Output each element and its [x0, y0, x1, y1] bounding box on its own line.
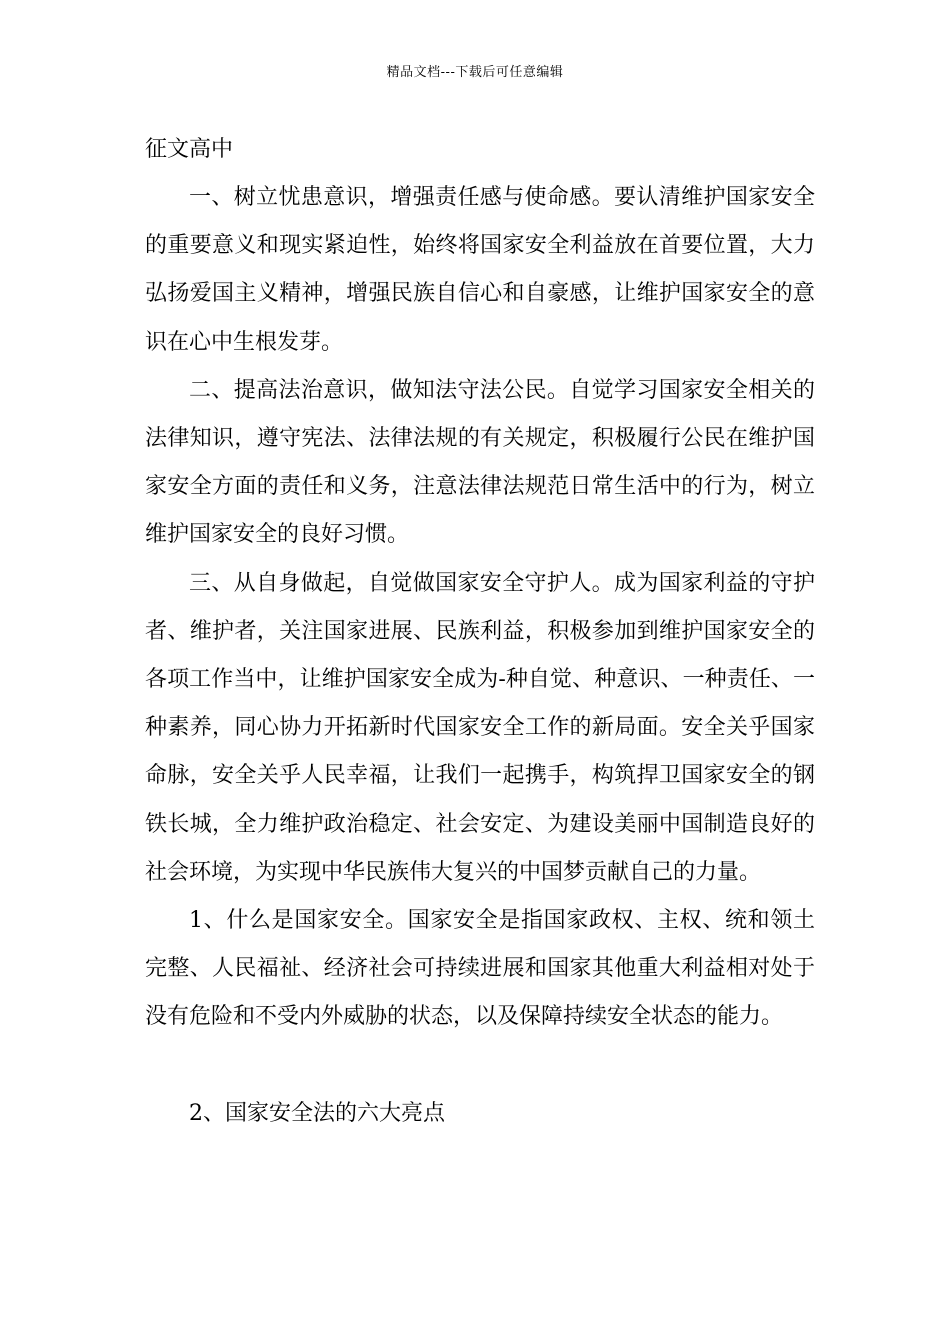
document-title: 征文高中 [145, 137, 234, 162]
paragraph-5: 2、国家安全法的六大亮点 [189, 1100, 445, 1126]
document-body [145, 126, 815, 1138]
paragraph-4: 1、什么是国家安全。国家安全是指国家政权、主权、统和领土完整、人民福祉、经济社会可持续进展和国家其他重大利益相对处于没有危险和不受内外威胁的状态，以及保障持续安全状态的能力。 [145, 908, 815, 1030]
paragraph-2: 二、提高法治意识，做知法守法公民。自觉学习国家安全相关的法律知识，遵守宪法、法律法规的有关规定，积极履行公民在维护国家安全方面的责任和义务，注意法律法规范日常生活中的行为，树立维护国家安全的良好习惯。 [145, 377, 815, 548]
paragraph-3: 三、从自身做起，自觉做国家安全守护人。成为国家利益的守护者、维护者，关注国家进展、民族利益，积极参加到维护国家安全的各项工作当中，让维护国家安全成为-种自觉、种意识、一种责任、一种素养，同心协力开拓新时代国家安全工作的新局面。安全关乎国家命脉，安全关乎人民幸福，让我们一起携手，构筑捍卫国家安全的钢铁长城，全力维护政治稳定、社会安定、为建设美丽中国制造良好的社会环境，为实现中华民族伟大复兴的中国梦贡献自己的力量。 [145, 570, 815, 885]
paragraph-1: 一、树立忧患意识，增强责任感与使命感。要认清维护国家安全的重要意义和现实紧迫性，始终将国家安全利益放在首要位置，大力弘扬爱国主义精神，增强民族自信心和自豪感，让维护国家安全的意识在心中生根发芽。 [145, 185, 815, 355]
page-header: 精品文档---下载后可任意编辑 [386, 65, 564, 80]
